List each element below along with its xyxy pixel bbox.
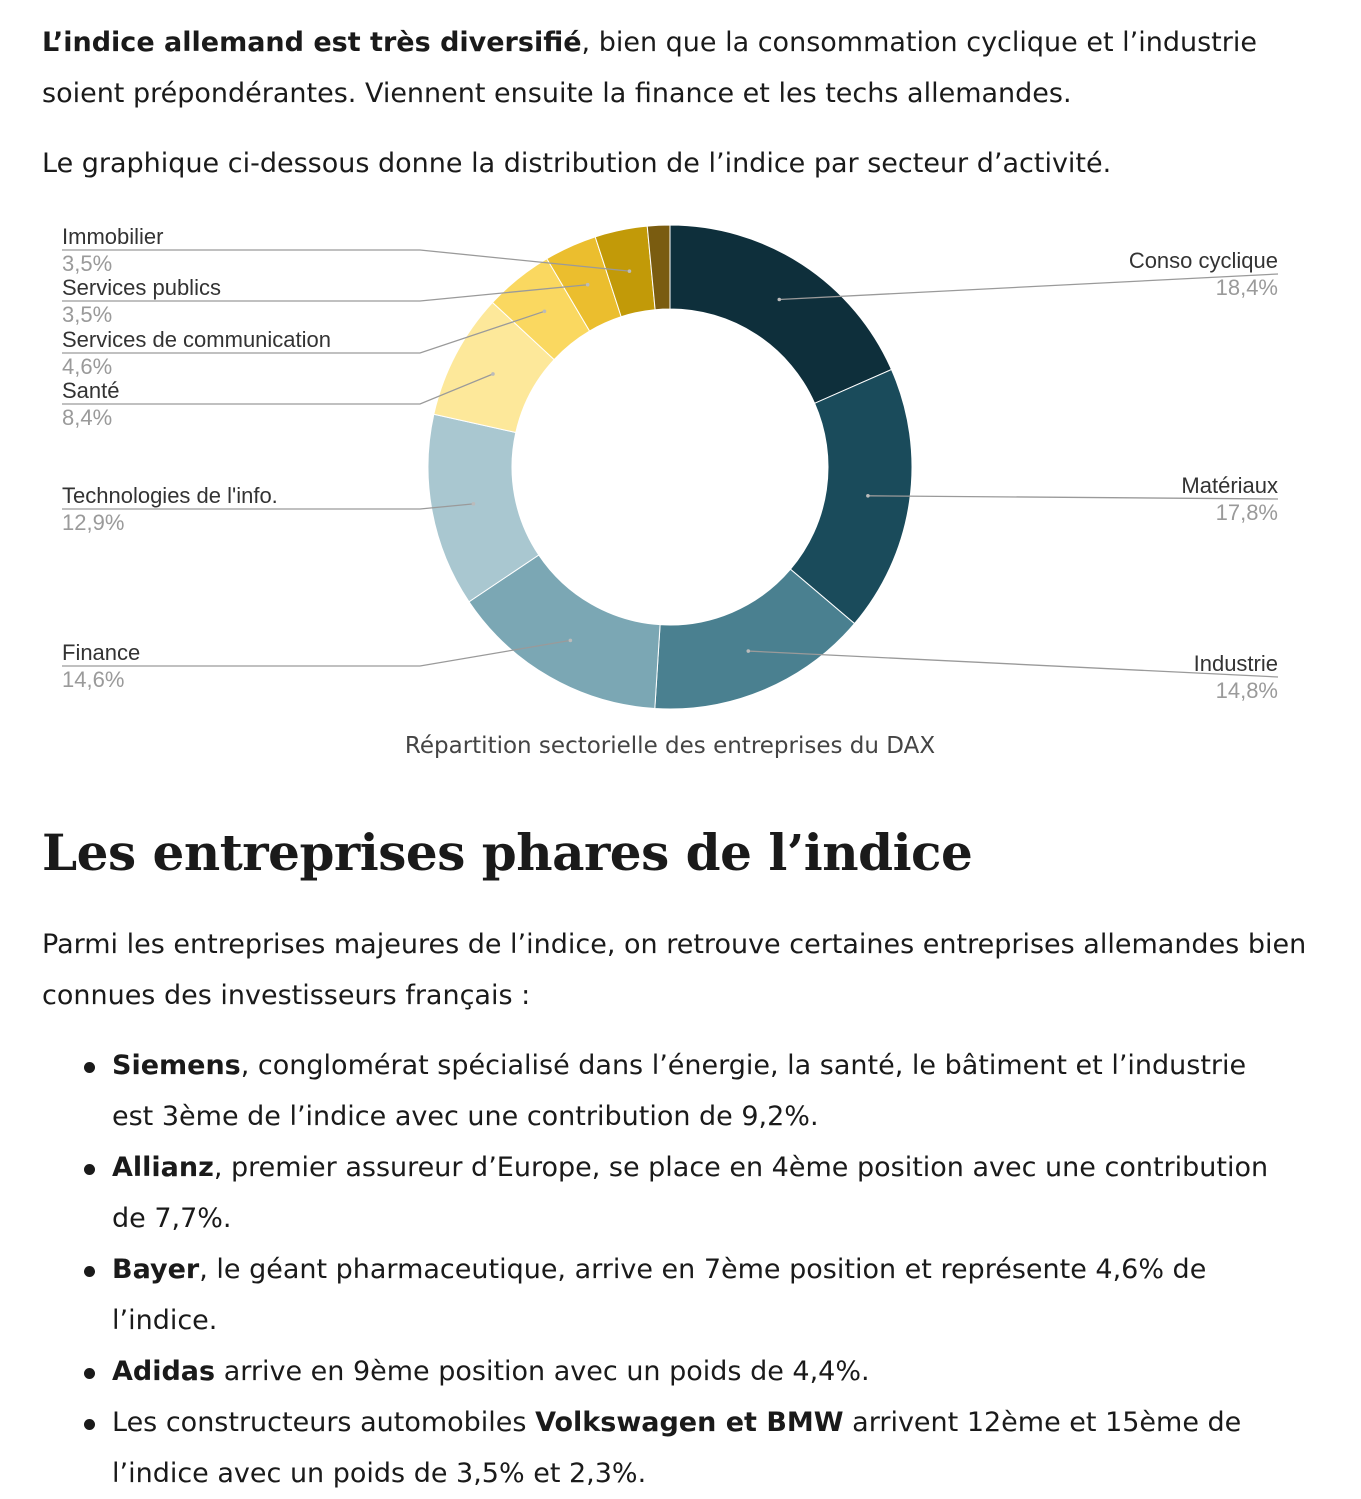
leader-dot — [777, 298, 781, 302]
list-item-text: , premier assureur d’Europe, se place en 4ème position avec une contribution de 7,7%. — [112, 1152, 1269, 1234]
list-item-text: , le géant pharmaceutique, arrive en 7ème position et représente 4,6% de l’indice. — [112, 1254, 1207, 1336]
slice-value-label: 14,6% — [62, 667, 125, 692]
slice-value-label: 3,5% — [62, 302, 113, 327]
company-name: Volkswagen et BMW — [535, 1407, 844, 1438]
slice-value-label: 14,8% — [1215, 678, 1278, 703]
slice-label: Matériaux — [1181, 473, 1278, 498]
list-item-text: , conglomérat spécialisé dans l’énergie, la santé, le bâtiment et l’industrie est 3ème de l’indice avec une contribution de 9,2%. — [112, 1050, 1247, 1132]
leader-dot — [491, 372, 495, 376]
slice-value-label: 3,5% — [62, 251, 113, 276]
slice-value-label: 4,6% — [62, 354, 113, 379]
list-item-text: arrive en 9ème position avec un poids de 4,4%. — [215, 1356, 870, 1387]
list-item-prefix: Les constructeurs automobiles — [112, 1407, 536, 1438]
slice-value-label: 8,4% — [62, 405, 113, 430]
slice-label: Finance — [62, 640, 141, 665]
intro-text: , bien que la consommation cyclique et l’industrie soient prépondérantes. Viennent ensuite la finance et les techs allemandes. — [42, 27, 1257, 109]
company-name: Bayer — [112, 1254, 200, 1285]
section-heading: Les entreprises phares de l’indice — [42, 823, 973, 882]
list-item — [0, 1142, 1292, 1244]
list-item — [0, 1244, 1292, 1346]
chart-intro-paragraph: Le graphique ci-dessous donne la distribution de l’indice par secteur d’activité. — [42, 148, 1112, 179]
slice-label: Immobilier — [62, 224, 164, 249]
leader-dot — [472, 502, 476, 506]
leader-dot — [586, 283, 590, 287]
leader-line — [62, 374, 493, 404]
company-name: Adidas — [112, 1356, 216, 1387]
sector-donut-chart — [0, 205, 1340, 725]
slice-label: Services de communication — [62, 327, 332, 352]
donut-slice-conso-cyclique — [670, 225, 891, 403]
slice-label: Conso cyclique — [1128, 248, 1278, 273]
leader-dot — [746, 649, 750, 653]
leader-dot — [866, 494, 870, 498]
slice-label: Services publics — [62, 275, 221, 300]
leader-line — [779, 274, 1278, 299]
leader-dot — [543, 310, 547, 314]
slice-value-label: 18,4% — [1215, 275, 1278, 300]
slice-label: Industrie — [1193, 651, 1278, 676]
section-intro-paragraph: Parmi les entreprises majeures de l’indice, on retrouve certaines entreprises allemandes bien connues des investisseurs français : — [42, 929, 1307, 1011]
slice-label: Santé — [62, 378, 120, 403]
list-item — [0, 1040, 1292, 1142]
leader-dot — [628, 269, 632, 273]
list-item — [0, 1397, 1292, 1499]
list-item — [0, 1346, 1292, 1397]
leader-dot — [569, 639, 573, 643]
slice-value-label: 12,9% — [62, 510, 125, 535]
slice-label: Technologies de l'info. — [62, 483, 278, 508]
intro-bold-text: L’indice allemand est très diversifié — [42, 27, 582, 58]
company-name: Allianz — [112, 1152, 214, 1183]
chart-caption: Répartition sectorielle des entreprises du DAX — [404, 733, 936, 759]
intro-paragraph — [42, 17, 1312, 119]
companies-list — [0, 1040, 1340, 1499]
company-name: Siemens — [112, 1050, 241, 1081]
list-item-text: arrivent 12ème et 15ème de l’indice avec un poids de 3,5% et 2,3%. — [112, 1407, 1242, 1489]
slice-value-label: 17,8% — [1215, 500, 1278, 525]
